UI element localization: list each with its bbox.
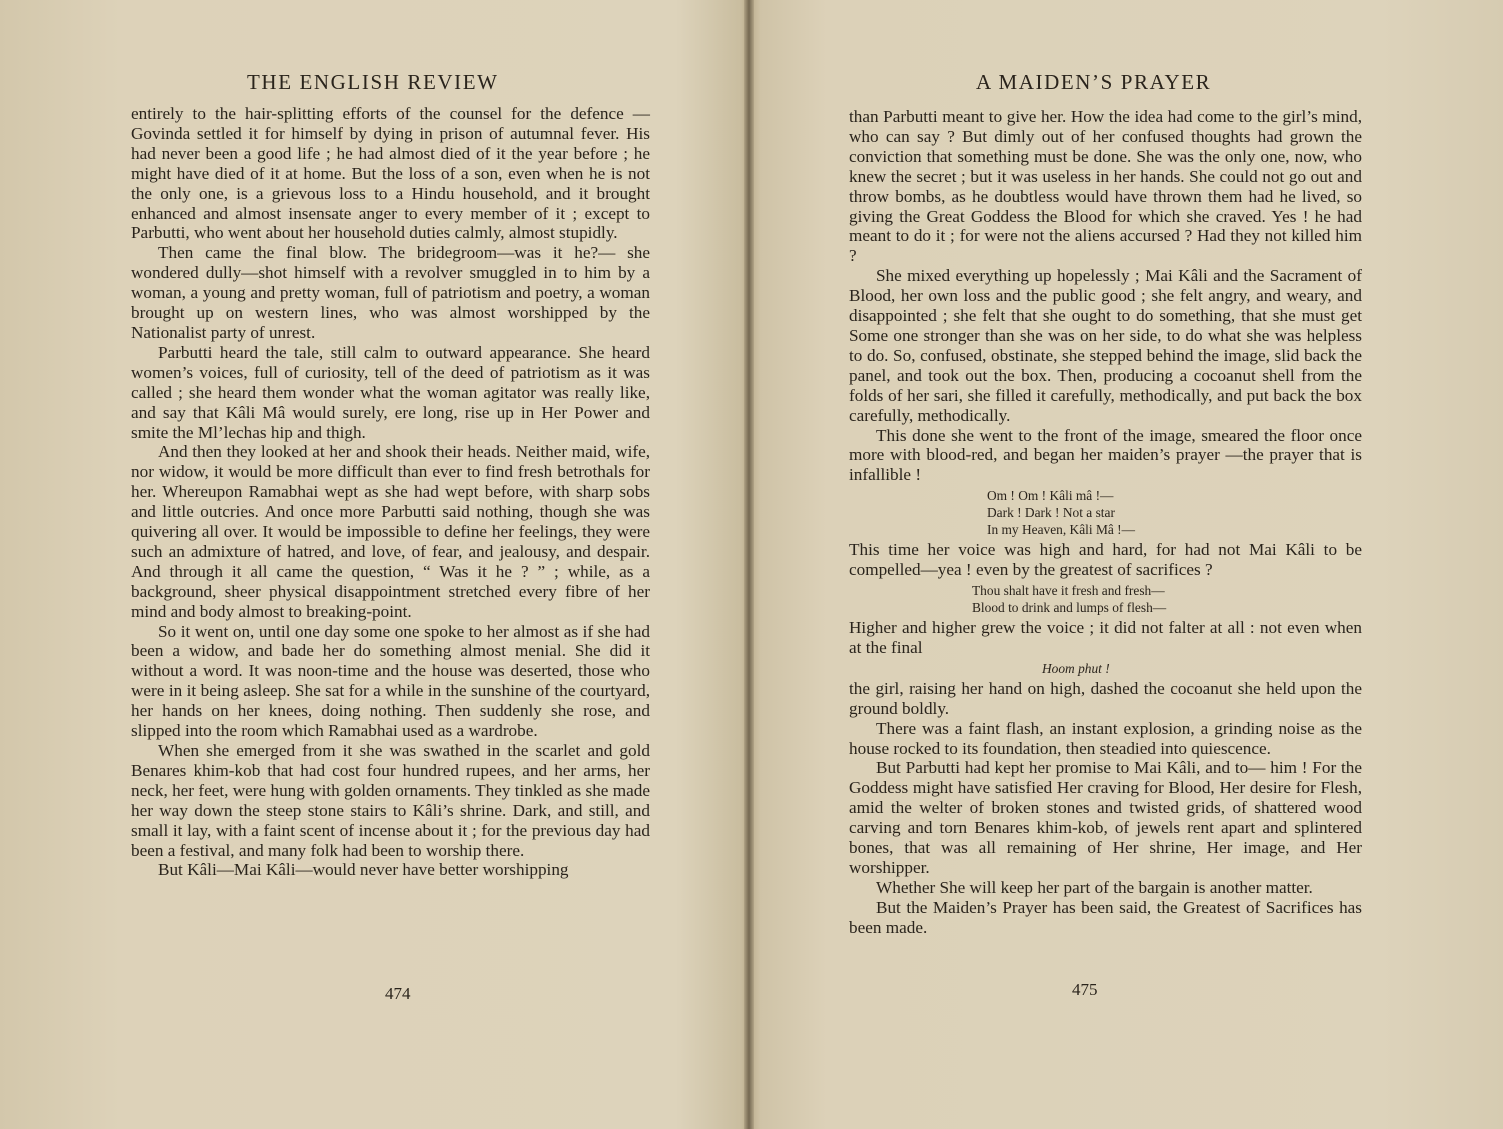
paragraph: But Parbutti had kept her promise to Mai Kâli, and to— him ! For the Goddess might have satisfied Her craving for Blood, Her desire for Flesh, amid the welter of broken stones and twisted grids, of shattered wood carving and torn Benares khim-kob, of jewels rent apart and splintered bones, that was all remaining of Her shrine, Her image, and Her worshipper. (849, 758, 1362, 877)
verse-line: In my Heaven, Kâli Mâ !— (987, 522, 1135, 538)
paragraph: This time her voice was high and hard, for had not Mai Kâli to be compelled—yea ! even by the greatest of sacrifices ? (849, 540, 1362, 580)
page-body (849, 107, 1362, 938)
paragraph: But Kâli—Mai Kâli—would never have better worshipping (158, 860, 569, 880)
page-number: 475 (1072, 980, 1098, 999)
book-gutter (744, 0, 754, 1129)
paragraph: Whether She will keep her part of the bargain is another matter. (876, 877, 1313, 897)
verse-block (849, 487, 1362, 538)
paragraph: Higher and higher grew the voice ; it did not falter at all : not even when at the final (849, 618, 1362, 657)
paragraph: So it went on, until one day some one spoke to her almost as if she had been a widow, and bade her do something almost menial. She did it without a word. It was noon-time and the house was deserted, those who were in it being asleep. She sat for a while in the sunshine of the courtyard, her hands on her knees, doing nothing. Then suddenly she rose, and slipped into the room which Ramabhai used as a wardrobe. (131, 621, 650, 741)
paragraph: She mixed everything up hopelessly ; Mai Kâli and the Sacrament of Blood, her own loss and the public good ; she felt angry, and weary, and disappointed ; she felt that she ought to do something, that she must get Some one stronger than she was on her side, to do what she was helpless to do. So, confused, obstinate, she stepped behind the image, slid back the panel, and took out the box. Then, producing a cocoanut shell from the folds of her sari, she filled it carefully, methodically, and put back the box carefully, methodically. (849, 266, 1362, 425)
page-body (131, 104, 650, 880)
verse-line: Hoom phut ! (1042, 660, 1110, 676)
verse-block (849, 582, 1362, 616)
verse-line: Thou shalt have it fresh and fresh— (972, 583, 1165, 599)
right-page (754, 0, 1503, 1129)
running-header: THE ENGLISH REVIEW (247, 70, 499, 94)
paragraph: Then came the final blow. The bridegroom—was it he?— she wondered dully—shot himself with a revolver smuggled in to him by a woman, a young and pretty woman, full of patriotism and poetry, a woman brought up on western lines, who was almost worshipped by the Nationalist party of unrest. (131, 243, 650, 342)
left-page (0, 0, 744, 1129)
paragraph: entirely to the hair-splitting efforts of the counsel for the defence —Govinda settled it for himself by dying in prison of autumnal fever. His had never been a good life ; he had almost died of it the year before ; he might have died of it at home. But the loss of a son, even when he is not the only one, is a grievous loss to a Hindu household, and it brought enhanced and almost insensate anger to every member of it ; except to Parbutti, who went about her household duties calmly, almost stupidly. (131, 104, 650, 243)
verse-line: Om ! Om ! Kâli mâ !— (987, 488, 1114, 504)
paragraph: But the Maiden’s Prayer has been said, the Greatest of Sacrifices has been made. (849, 897, 1362, 937)
paragraph: Parbutti heard the tale, still calm to outward appearance. She heard women’s voices, full of curiosity, tell of the deed of patriotism as it was called ; she heard them wonder what the woman agitator was really like, and say that Kâli Mâ would surely, ere long, rise up in Her Power and smite the Ml’lechas hip and thigh. (131, 342, 650, 442)
running-header: A MAIDEN’S PRAYER (976, 70, 1212, 94)
paragraph: the girl, raising her hand on high, dashed the cocoanut she held upon the ground boldly. (849, 678, 1362, 718)
verse-line: Blood to drink and lumps of flesh— (972, 600, 1167, 616)
paragraph: This done she went to the front of the image, smeared the floor once more with blood-red, and began her maiden’s prayer —the prayer that is infallible ! (849, 425, 1362, 485)
paragraph: There was a faint flash, an instant explosion, a grinding noise as the house rocked to its foundation, then steadied into quiescence. (849, 718, 1362, 758)
verse-line: Dark ! Dark ! Not a star (987, 505, 1115, 521)
paragraph: When she emerged from it she was swathed in the scarlet and gold Benares khim-kob that had cost four hundred rupees, and her arms, her neck, her feet, were hung with golden ornaments. They tinkled as she made her way down the steep stone stairs to Kâli’s shrine. Dark, and still, and small it lay, with a faint scent of incense about it ; for the previous day had been a festival, and many folk had been to worship there. (131, 741, 650, 860)
paragraph: And then they looked at her and shook their heads. Neither maid, wife, nor widow, it would be more difficult than ever to find fresh betrothals for her. Whereupon Ramabhai wept as she had wept before, with sharp sobs and little outcries. And once more Parbutti said nothing, though she was quivering all over. It would be impossible to define her feelings, they were such an admixture of hatred, and love, of fear, and jealousy, and despair. And through it all came the question, “ Was it he ? ” ; while, as a background, sheer physical disappointment stretched every fibre of her mind and body almost to breaking-point. (131, 442, 650, 621)
paragraph: than Parbutti meant to give her. How the idea had come to the girl’s mind, who can say ? But dimly out of her confused thoughts had grown the conviction that something must be done. She was the only one, now, who knew the secret ; but it was useless in her hands. She could not go out and throw bombs, as he doubtless would have thrown them had he lived, so giving the Great Goddess the Blood for which she craved. Yes ! he had meant to do it ; for were not the aliens accursed ? Had they not killed him ? (849, 107, 1362, 266)
page-number: 474 (385, 984, 411, 1003)
